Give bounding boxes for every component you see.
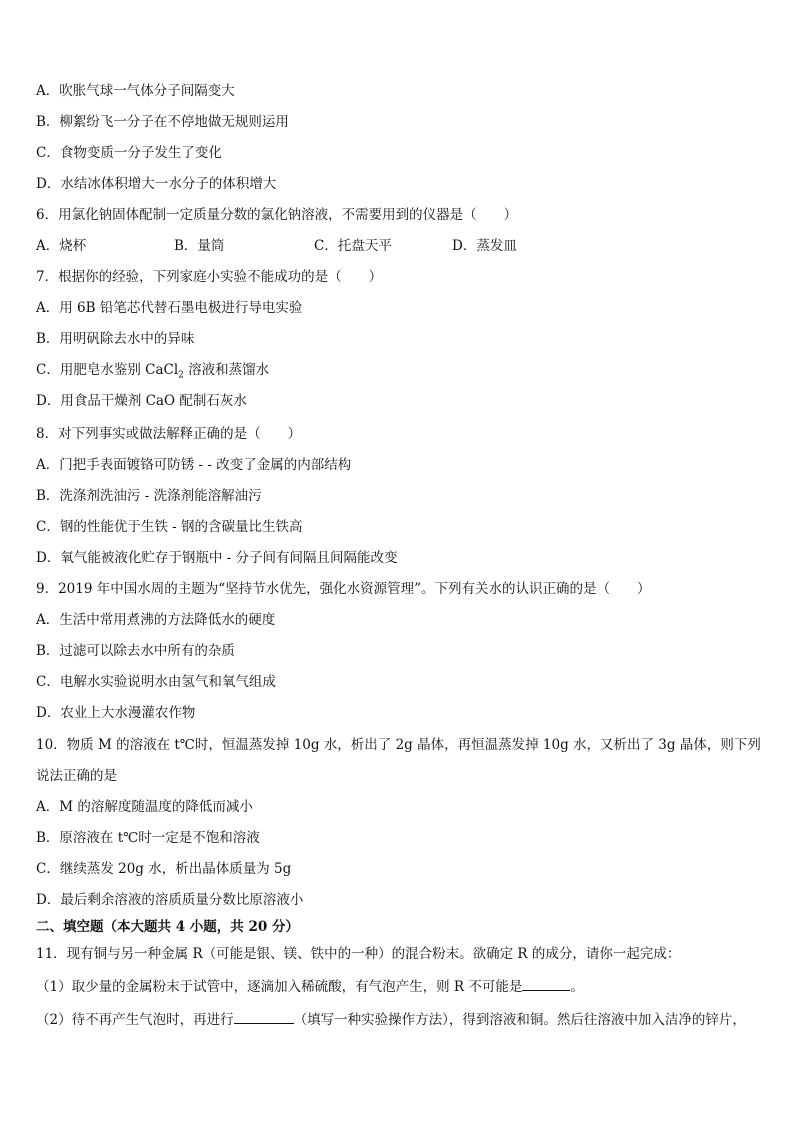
option-b-q10: B．原溶液在 t℃时一定是不饱和溶液 <box>36 830 260 846</box>
option-a-q8: A．门把手表面镀铬可防锈 - - 改变了金属的内部结构 <box>36 457 352 473</box>
option-b-q5: B．柳絮纷飞一分子在不停地做无规则运用 <box>36 114 289 130</box>
option-a-q5: A．吹胀气球一气体分子间隔变大 <box>36 83 235 99</box>
option-d-q9: D．农业上大水漫灌农作物 <box>36 705 196 721</box>
question-11: 11．现有铜与另一种金属 R（可能是银、镁、铁中的一种）的混合粉末。欲确定 R 的成分，请你一起完成： <box>36 946 681 962</box>
question-11-part-1: （1）取少量的金属粉末于试管中，逐滴加入稀硫酸，有气泡产生，则 R 不可能是 。 <box>36 976 764 996</box>
option-d-q6: D．蒸发皿 <box>452 238 517 254</box>
option-c-q10: C．继续蒸发 20g 水，析出晶体质量为 5g <box>36 861 292 877</box>
option-c-q9: C．电解水实验说明水由氢气和氧气组成 <box>36 674 276 690</box>
option-b-q8: B．洗涤剂洗油污 - 洗涤剂能溶解油污 <box>36 488 262 504</box>
option-a-q9: A．生活中常用煮沸的方法降低水的硬度 <box>36 612 276 628</box>
option-c-q5: C．食物变质一分子发生了变化 <box>36 145 222 161</box>
answer-blank-2[interactable] <box>234 1009 294 1024</box>
option-c-q8: C．钢的性能优于生铁 - 钢的含碳量比生铁高 <box>36 519 303 535</box>
question-11-part-2: （2）待不再产生气泡时，再进行 （填写一种实验操作方法），得到溶液和铜。然后往溶液中加入洁净的锌片， <box>36 1009 764 1029</box>
option-b-q6: B．量筒 <box>174 238 225 254</box>
option-a-q6: A．烧杯 <box>36 238 87 254</box>
option-d-q7: D．用食品干燥剂 CaO 配制石灰水 <box>36 393 247 409</box>
question-10-line-2: 说法正确的是 <box>36 768 117 784</box>
question-6: 6．用氯化钠固体配制一定质量分数的氯化钠溶液，不需要用到的仪器是（ ） <box>36 207 518 223</box>
option-c-q7: C．用肥皂水鉴别 CaCl$_2$ 溶液和蒸馏水 <box>36 362 270 381</box>
option-c-q6: C．托盘天平 <box>314 238 392 254</box>
question-10-line-1: 10．物质 M 的溶液在 t℃时，恒温蒸发掉 10g 水，析出了 2g 晶体，再恒温蒸发掉 10g 水，又析出了 3g 晶体，则下列 <box>36 737 761 753</box>
option-b-q7: B．用明矾除去水中的异味 <box>36 331 195 347</box>
option-b-q9: B．过滤可以除去水中所有的杂质 <box>36 643 235 659</box>
answer-blank-1[interactable] <box>522 976 570 991</box>
option-d-q8: D．氧气能被液化贮存于钢瓶中 - 分子间有间隔且间隔能改变 <box>36 550 398 566</box>
option-a-q10: A．M 的溶解度随温度的降低而减小 <box>36 799 253 815</box>
question-9: 9．2019 年中国水周的主题为“坚持节水优先，强化水资源管理”。下列有关水的认识正确的是（ ） <box>36 581 651 597</box>
question-6-options <box>36 237 764 255</box>
option-d-q10: D．最后剩余溶液的溶质质量分数比原溶液小 <box>36 892 304 908</box>
section-title-fill-in: 二、填空题（本大题共 4 小题，共 20 分） <box>36 919 299 935</box>
question-8: 8．对下列事实或做法解释正确的是（ ） <box>36 426 302 442</box>
option-a-q7: A．用 6B 铅笔芯代替石墨电极进行导电实验 <box>36 300 303 316</box>
option-d-q5: D．水结冰体积增大一水分子的体积增大 <box>36 176 277 192</box>
question-7: 7．根据你的经验，下列家庭小实验不能成功的是（ ） <box>36 269 383 285</box>
